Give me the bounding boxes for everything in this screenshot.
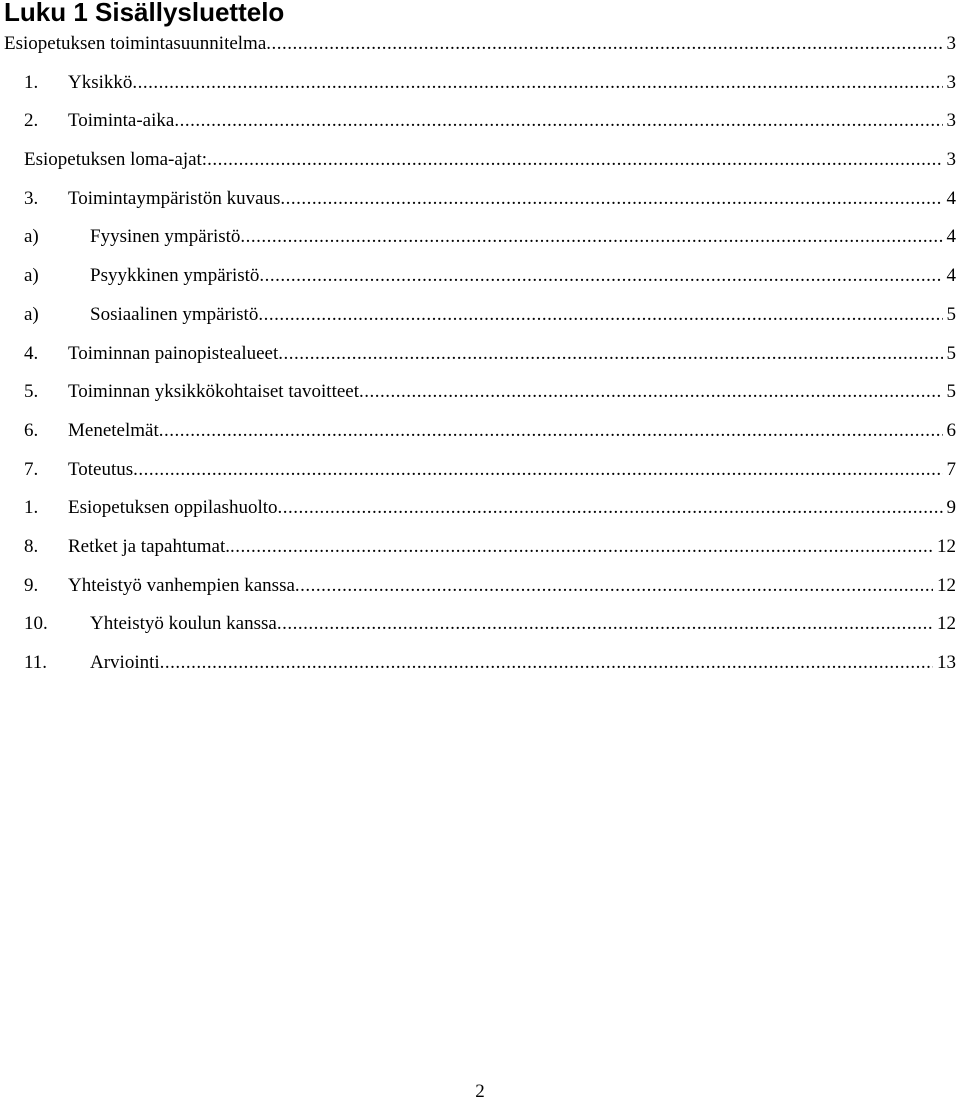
toc-entry-row <box>24 257 956 296</box>
toc-entry-page[interactable]: 12 <box>937 574 956 596</box>
toc-entry-title[interactable]: Toiminnan painopistealueet <box>68 342 279 364</box>
toc-dot-leader <box>295 567 933 606</box>
toc-entry-row <box>24 335 956 374</box>
toc-entry[interactable] <box>0 257 960 296</box>
toc-entry[interactable] <box>0 180 960 219</box>
toc-entry-row <box>24 180 956 219</box>
toc-entry[interactable] <box>0 451 960 490</box>
toc-entry-page[interactable]: 3 <box>946 71 956 93</box>
toc-entry-title[interactable]: Esiopetuksen oppilashuolto <box>68 497 278 519</box>
toc-entry-title[interactable]: Arviointi <box>90 652 160 673</box>
toc-entry-page[interactable]: 3 <box>946 110 956 132</box>
toc-entry-title[interactable]: Yhteistyö vanhempien kanssa <box>68 574 295 596</box>
toc-entry-page[interactable]: 9 <box>946 497 956 519</box>
toc-entry-row <box>24 141 956 180</box>
toc-entry-page[interactable]: 5 <box>946 303 956 325</box>
toc-entry-row <box>24 412 956 451</box>
toc-entry-page[interactable]: 4 <box>946 265 956 287</box>
toc-entry-number: 8. <box>24 535 39 557</box>
toc-entry-title[interactable]: Esiopetuksen loma-ajat: <box>24 149 208 171</box>
toc-entry-number: 4. <box>24 342 39 364</box>
toc-entry-page[interactable]: 4 <box>946 226 956 248</box>
toc-entry[interactable] <box>0 218 960 257</box>
toc-dot-leader <box>133 451 942 490</box>
toc-entry-page[interactable]: 12 <box>937 613 956 635</box>
toc-entry-title[interactable]: Yksikkö <box>68 71 133 93</box>
toc-entry-row <box>24 605 956 644</box>
toc-entry-row <box>24 102 956 141</box>
toc-entry[interactable] <box>0 567 960 606</box>
toc-dot-leader <box>159 412 943 451</box>
toc-entry-row <box>24 373 956 412</box>
toc-entry-page[interactable]: 5 <box>946 381 956 403</box>
toc-entry-title[interactable]: Toimintaympäristön kuvaus <box>68 187 281 209</box>
table-of-contents <box>0 25 960 683</box>
toc-entry-row <box>24 528 956 567</box>
toc-entry-page[interactable]: 7 <box>946 458 956 480</box>
toc-entry-page[interactable]: 13 <box>937 652 956 673</box>
toc-entry-row <box>4 25 956 64</box>
toc-entry-number: 9. <box>24 574 39 596</box>
toc-dot-leader <box>174 102 942 141</box>
toc-dot-leader <box>277 605 933 644</box>
toc-dot-leader <box>207 141 942 180</box>
toc-entry-page[interactable]: 5 <box>946 342 956 364</box>
toc-entry[interactable] <box>0 528 960 567</box>
toc-dot-leader <box>259 257 942 296</box>
toc-entry-row <box>24 567 956 606</box>
toc-dot-leader <box>266 25 942 64</box>
toc-entry-row <box>24 64 956 103</box>
toc-entry-number: 1. <box>24 71 39 93</box>
toc-entry-number: a) <box>24 265 39 287</box>
toc-heading: Luku 1 Sisällysluettelo <box>4 0 285 27</box>
page-number: 2 <box>475 1081 485 1102</box>
toc-entry[interactable] <box>0 412 960 451</box>
toc-entry-page[interactable]: 6 <box>946 419 956 441</box>
toc-entry-number: 10. <box>24 613 48 635</box>
toc-entry-number: 7. <box>24 458 39 480</box>
toc-dot-leader <box>278 335 942 374</box>
toc-entry-number: 1. <box>24 497 39 519</box>
toc-entry[interactable] <box>0 489 960 528</box>
toc-entry-title[interactable]: Yhteistyö koulun kanssa <box>90 613 277 635</box>
toc-dot-leader <box>258 296 942 335</box>
toc-entry-page[interactable]: 3 <box>946 33 956 54</box>
toc-entry-row <box>24 296 956 335</box>
toc-entry-number: 2. <box>24 110 39 132</box>
toc-entry-title[interactable]: Retket ja tapahtumat. <box>68 535 230 557</box>
toc-dot-leader <box>230 528 933 567</box>
toc-entry-number: a) <box>24 226 39 248</box>
toc-entry-title[interactable]: Toiminnan yksikkökohtaiset tavoitteet <box>68 381 360 403</box>
toc-entry-title[interactable]: Menetelmät <box>68 419 159 441</box>
toc-entry[interactable] <box>0 25 960 64</box>
toc-entry-row <box>24 451 956 490</box>
toc-entry[interactable] <box>0 141 960 180</box>
toc-entry[interactable] <box>0 644 960 683</box>
toc-entry[interactable] <box>0 335 960 374</box>
toc-entry-title[interactable]: Psyykkinen ympäristö <box>90 265 260 287</box>
toc-entry[interactable] <box>0 605 960 644</box>
toc-entry[interactable] <box>0 64 960 103</box>
toc-entry-row <box>24 218 956 257</box>
toc-entry-title[interactable]: Toteutus <box>68 458 134 480</box>
toc-entry-number: 5. <box>24 381 39 403</box>
toc-entry-title[interactable]: Toiminta-aika <box>68 110 175 132</box>
toc-entry-number: 6. <box>24 419 39 441</box>
toc-entry-page[interactable]: 12 <box>937 535 956 557</box>
toc-dot-leader <box>280 180 942 219</box>
toc-entry-row <box>24 489 956 528</box>
toc-entry-row <box>24 644 956 683</box>
toc-entry[interactable] <box>0 373 960 412</box>
toc-entry-title[interactable]: Sosiaalinen ympäristö <box>90 303 259 325</box>
toc-entry-page[interactable]: 4 <box>946 187 956 209</box>
toc-entry-number: a) <box>24 303 39 325</box>
toc-dot-leader <box>278 489 943 528</box>
toc-entry-page[interactable]: 3 <box>946 149 956 171</box>
toc-entry-number: 11. <box>24 652 48 673</box>
toc-dot-leader <box>160 644 933 683</box>
toc-dot-leader <box>359 373 942 412</box>
toc-entry-title[interactable]: Esiopetuksen toimintasuunnitelma <box>4 33 267 54</box>
toc-dot-leader <box>240 218 942 257</box>
toc-dot-leader <box>132 64 942 103</box>
toc-entry[interactable] <box>0 296 960 335</box>
toc-entry-number: 3. <box>24 187 39 209</box>
toc-entry[interactable] <box>0 102 960 141</box>
toc-entry-title[interactable]: Fyysinen ympäristö <box>90 226 241 248</box>
